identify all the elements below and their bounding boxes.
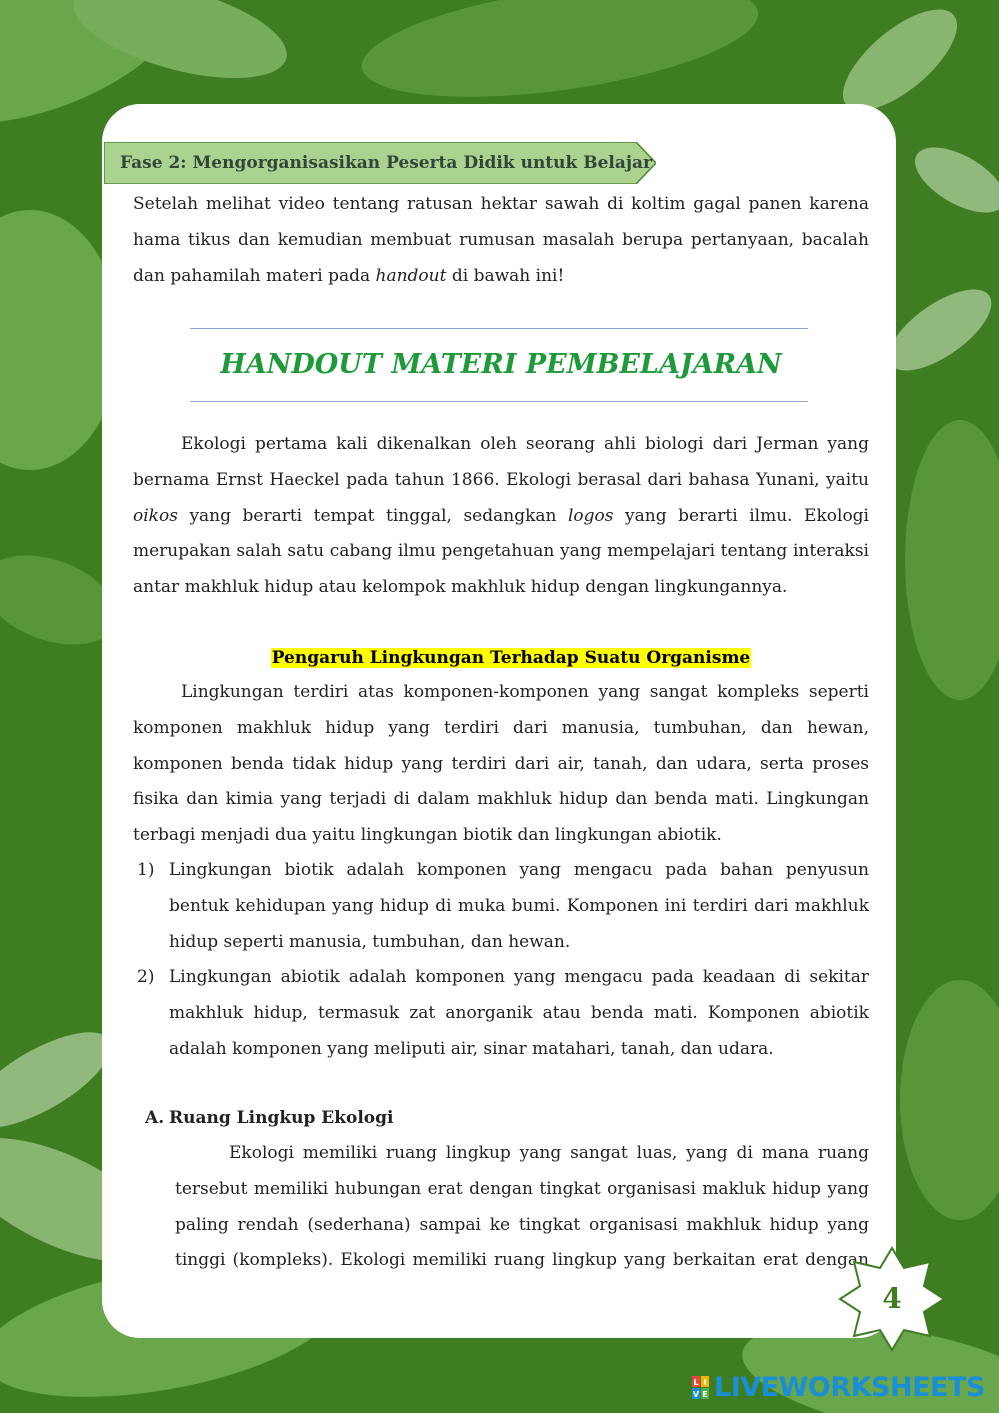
intro-paragraph bbox=[133, 187, 869, 294]
intro-text: Setelah melihat video tentang ratusan hektar sawah di koltim gagal panen karena hama tikus dan kemudian membuat rumusan masalah berupa pertanyaan, bacalah dan pahamilah materi pada bbox=[133, 194, 869, 286]
intro-text-end: di bawah ini! bbox=[446, 265, 565, 286]
highlighted-subheading: Pengaruh Lingkungan Terhadap Suatu Organisme bbox=[271, 648, 751, 668]
icon-letter: I bbox=[703, 1378, 707, 1387]
icon-letter: V bbox=[692, 1390, 700, 1399]
section-letter: A. bbox=[145, 1108, 165, 1128]
lingkungan-list bbox=[133, 853, 869, 1068]
list-number: 1) bbox=[137, 860, 155, 880]
intro-italic-term: handout bbox=[375, 265, 447, 286]
icon-letter: E bbox=[702, 1390, 708, 1399]
section-title: Ruang Lingkup Ekologi bbox=[169, 1108, 394, 1128]
title-rule-top bbox=[190, 328, 808, 329]
ekologi-paragraph bbox=[133, 427, 869, 606]
section-subheading bbox=[133, 643, 889, 673]
icon-letter: L bbox=[693, 1378, 699, 1387]
title-rule-bottom bbox=[190, 401, 808, 402]
term-logos: logos bbox=[568, 505, 614, 526]
lingkungan-paragraph: Lingkungan terdiri atas komponen-komponen yang sangat kompleks seperti komponen makhluk hidup yang terdiri dari manusia, tumbuhan, dan hewan, komponen benda tidak hidup yang terdiri dari air, tanah, dan udara, serta proses fisika dan kimia yang terjadi di dalam makhluk hidup dan benda mati. Lingkungan terbagi menjadi dua yaitu lingkungan biotik dan lingkungan abiotik. bbox=[133, 682, 869, 846]
liveworksheets-icon bbox=[692, 1376, 710, 1400]
liveworksheets-wordmark: LIVEWORKSHEETS bbox=[714, 1372, 985, 1403]
ekologi-text-1: Ekologi pertama kali dikenalkan oleh seorang ahli biologi dari Jerman yang bernama Ernst Haeckel pada tahun 1866. Ekologi berasal dari bahasa Yunani, yaitu bbox=[133, 434, 869, 490]
page-number: 4 bbox=[882, 1282, 902, 1315]
phase-banner bbox=[104, 142, 656, 184]
list-item-text: Lingkungan biotik adalah komponen yang mengacu pada bahan penyusun bentuk kehidupan yang hidup di muka bumi. Komponen ini terdiri dari makhluk hidup seperti manusia, tumbuhan, dan hewan. bbox=[169, 860, 869, 952]
ekologi-text-2: yang berarti tempat tinggal, sedangkan bbox=[177, 505, 568, 526]
section-a-paragraph: Ekologi memiliki ruang lingkup yang sangat luas, yang di mana ruang tersebut memiliki hubungan erat dengan tingkat organisasi makluk hidup yang paling rendah (sederhana) sampai ke tingkat organisasi makhluk hidup yang tinggi (kompleks). Ekologi memiliki ruang lingkup yang berkaitan erat dengan bbox=[175, 1143, 869, 1271]
section-a-heading bbox=[145, 1101, 394, 1136]
list-number: 2) bbox=[137, 967, 155, 988]
list-item-text: Lingkungan abiotik adalah komponen yang mengacu pada keadaan di sekitar makhluk hidup, termasuk zat anorganik atau benda mati. Komponen abiotik adalah komponen yang meliputi air, sinar matahari, tanah, dan udara. bbox=[169, 967, 869, 1059]
ekologi-text-3: yang berarti ilmu. Ekologi merupakan salah satu cabang ilmu pengetahuan yang mempelajari tentang interaksi antar makhluk hidup atau kelompok makhluk hidup dengan lingkungannya. bbox=[133, 505, 869, 598]
phase-banner-label: Fase 2: Mengorganisasikan Peserta Didik untuk Belajar bbox=[120, 153, 652, 173]
list-item bbox=[133, 960, 869, 1067]
list-item bbox=[133, 853, 869, 960]
handout-title: HANDOUT MATERI PEMBELAJARAN bbox=[220, 349, 782, 380]
term-oikos: oikos bbox=[133, 505, 178, 526]
